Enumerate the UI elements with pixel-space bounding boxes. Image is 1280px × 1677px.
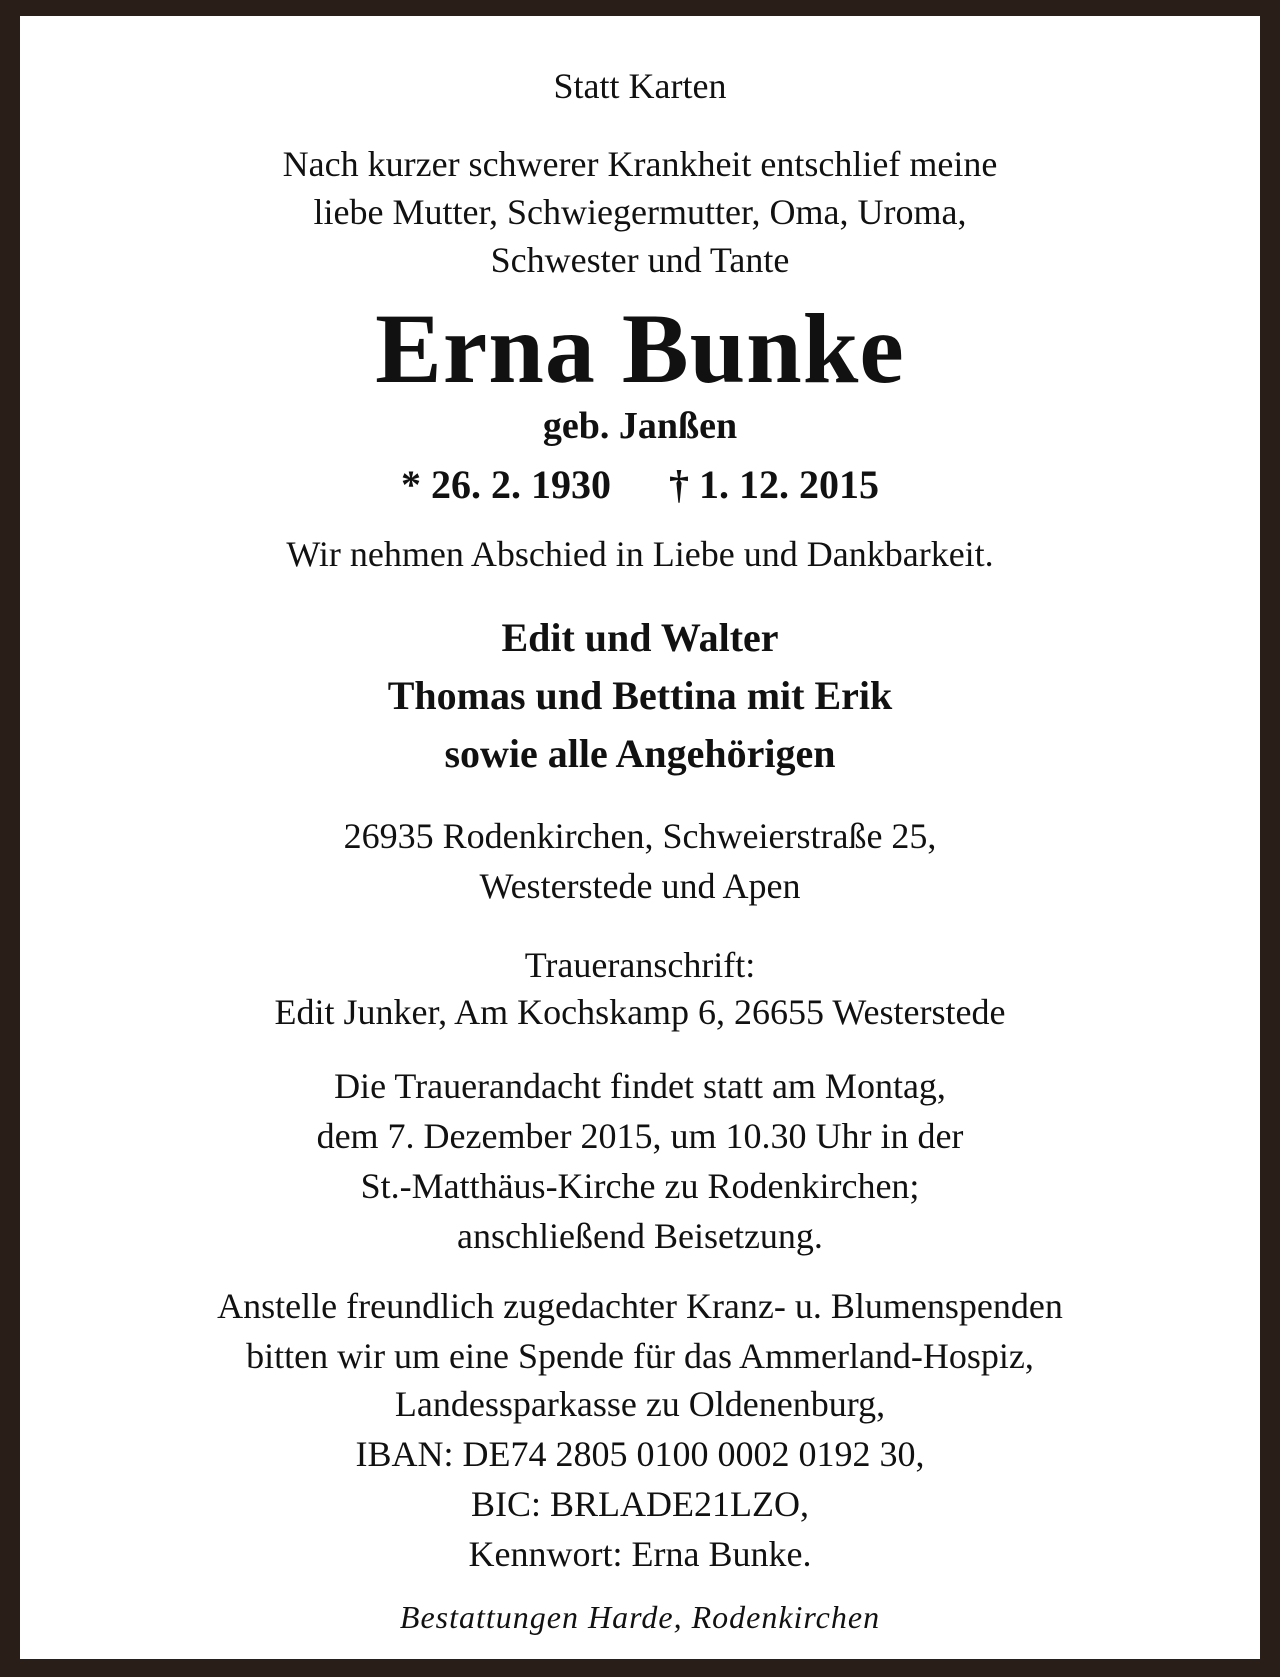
- mourning-address-line: Traueranschrift:: [524, 945, 756, 985]
- location-line: Westerstede und Apen: [479, 866, 801, 906]
- family-line: Edit und Walter: [501, 615, 779, 660]
- death-date: † 1. 12. 2015: [669, 462, 879, 507]
- family-line: sowie alle Angehörigen: [444, 731, 836, 776]
- life-dates: [20, 460, 1260, 510]
- maiden-name: geb. Janßen: [542, 405, 738, 447]
- intro-line: Schwester und Tante: [490, 240, 790, 280]
- service-line: Die Trauerandacht findet statt am Montag,: [334, 1066, 946, 1106]
- donation-line: Anstelle freundlich zugedachter Kranz- u. Blumenspenden: [217, 1286, 1063, 1326]
- service-line: dem 7. Dezember 2015, um 10.30 Uhr in der: [316, 1116, 964, 1156]
- funeral-home: Bestattungen Harde, Rodenkirchen: [399, 1599, 881, 1635]
- donation-line: BIC: BRLADE21LZO,: [471, 1484, 809, 1524]
- mourning-address-line: Edit Junker, Am Kochskamp 6, 26655 Westerstede: [274, 992, 1006, 1032]
- donation-line: bitten wir um eine Spende für das Ammerland-Hospiz,: [246, 1336, 1034, 1376]
- intro-line: Nach kurzer schwerer Krankheit entschlief meine: [282, 144, 998, 184]
- donation-line: Kennwort: Erna Bunke.: [468, 1534, 812, 1574]
- intro-line: liebe Mutter, Schwiegermutter, Oma, Uroma,: [313, 192, 967, 232]
- farewell-line: Wir nehmen Abschied in Liebe und Dankbarkeit.: [286, 534, 994, 574]
- birth-date: * 26. 2. 1930: [401, 462, 611, 507]
- service-line: St.-Matthäus-Kirche zu Rodenkirchen;: [360, 1166, 920, 1206]
- family-line: Thomas und Bettina mit Erik: [387, 673, 893, 718]
- heading: Statt Karten: [553, 66, 727, 106]
- service-line: anschließend Beisetzung.: [457, 1216, 823, 1256]
- location-line: 26935 Rodenkirchen, Schweierstraße 25,: [343, 816, 937, 856]
- donation-line: IBAN: DE74 2805 0100 0002 0192 30,: [355, 1434, 925, 1474]
- deceased-name: Erna Bunke: [375, 293, 905, 404]
- donation-line: Landessparkasse zu Oldenenburg,: [394, 1384, 886, 1424]
